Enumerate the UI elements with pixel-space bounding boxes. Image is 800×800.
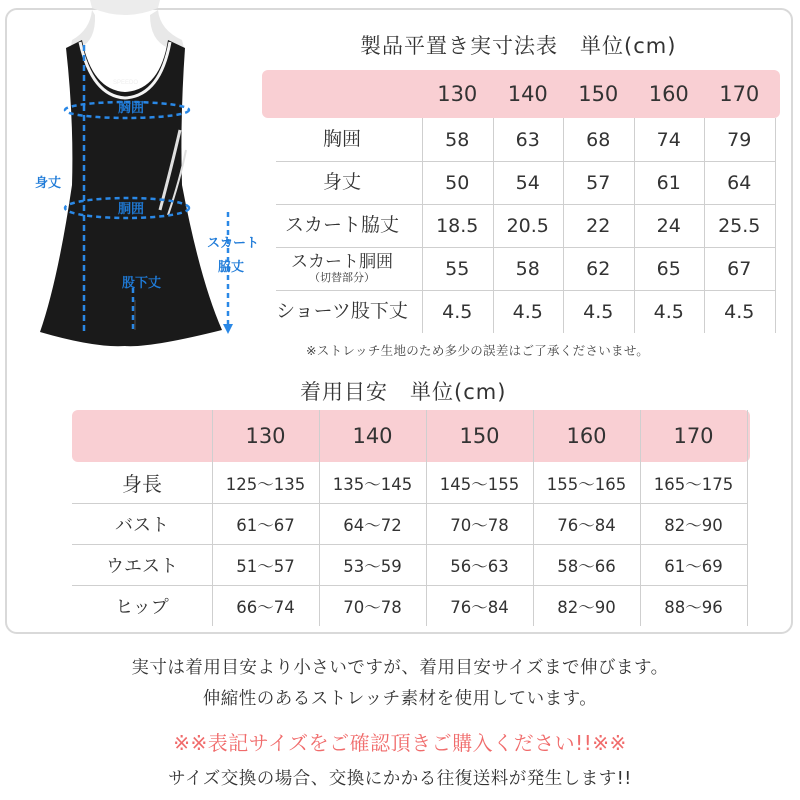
size-header-150: 150 — [578, 82, 619, 106]
fit-size-header-130: 130 — [245, 424, 286, 448]
row-label-main: 身丈 — [322, 171, 361, 194]
table-cell: 165〜175 — [653, 474, 734, 494]
product-table — [262, 70, 782, 335]
table-cell: 58 — [515, 257, 540, 280]
note-exchange-shipping: サイズ交換の場合、交換にかかる往復送料が発生します!! — [168, 769, 632, 789]
table-cell: 70〜78 — [343, 597, 402, 617]
row-label — [262, 161, 422, 204]
waist-label: 胴囲 — [118, 202, 145, 217]
size-header-130: 130 — [437, 82, 478, 106]
table-cell: 145〜155 — [439, 474, 520, 494]
table-cell: 63 — [515, 128, 540, 151]
table-cell: 51〜57 — [236, 556, 295, 576]
table-cell: 64 — [727, 171, 752, 194]
table-cell: 54 — [515, 171, 540, 194]
table-cell: 58〜66 — [557, 556, 616, 576]
size-header-140: 140 — [507, 82, 548, 106]
table-cell: 4.5 — [653, 300, 684, 323]
table-cell: 68 — [586, 128, 611, 151]
row-label — [262, 247, 422, 290]
product-table-title: 製品平置き実寸法表 単位(cm) — [360, 34, 677, 58]
table-cell: 18.5 — [436, 214, 479, 237]
row-label-main: ショーツ股下丈 — [276, 300, 408, 323]
inseam-label: 股下丈 — [122, 276, 162, 291]
table-cell: 74 — [656, 128, 681, 151]
table-cell: 76〜84 — [557, 515, 616, 535]
swimsuit-illustration — [0, 0, 270, 380]
table-cell: 55 — [445, 257, 470, 280]
fit-size-header-170: 170 — [673, 424, 714, 448]
fit-size-header-140: 140 — [352, 424, 393, 448]
table-cell: 67 — [727, 257, 752, 280]
fit-size-header-150: 150 — [459, 424, 500, 448]
table-cell: 61〜67 — [236, 515, 295, 535]
warning-check-size: ※※表記サイズをご確認頂きご購入ください!!※※ — [173, 731, 627, 755]
fit-table-title: 着用目安 単位(cm) — [300, 380, 507, 404]
table-cell: 4.5 — [724, 300, 755, 323]
size-header-170: 170 — [719, 82, 760, 106]
fit-row-label: 身長 — [122, 472, 162, 496]
row-label-main: スカート胴囲 — [291, 252, 393, 273]
note-actual-vs-fit: 実寸は着用目安より小さいですが、着用目安サイズまで伸びます。 — [131, 658, 669, 678]
table-cell: 70〜78 — [450, 515, 509, 535]
table-cell: 82〜90 — [664, 515, 723, 535]
table-cell: 79 — [727, 128, 752, 151]
table-cell: 24 — [656, 214, 681, 237]
row-label-main: 胸囲 — [322, 128, 361, 151]
row-label — [262, 118, 422, 161]
row-sublabel: （切替部分） — [309, 270, 375, 284]
table-cell: 22 — [586, 214, 611, 237]
fit-row-label: バスト — [115, 514, 169, 536]
table-cell: 155〜165 — [546, 474, 627, 494]
column-divider — [747, 410, 748, 626]
skirt-side-label-2: 脇丈 — [218, 260, 245, 275]
table-cell: 56〜63 — [450, 556, 509, 576]
table-cell: 61〜69 — [664, 556, 723, 576]
column-divider — [775, 118, 776, 333]
skirt-side-label-1: スカート — [207, 236, 260, 251]
table-cell: 76〜84 — [450, 597, 509, 617]
product-table-footnote: ※ストレッチ生地のため多少の誤差はご了承くださいませ。 — [306, 343, 650, 358]
table-cell: 64〜72 — [343, 515, 402, 535]
note-stretch-material: 伸縮性のあるストレッチ素材を使用しています。 — [202, 689, 598, 709]
body-length-label: 身丈 — [35, 176, 62, 191]
table-cell: 20.5 — [506, 214, 549, 237]
table-cell: 61 — [656, 171, 681, 194]
table-cell: 25.5 — [718, 214, 761, 237]
row-label-main: スカート脇丈 — [284, 214, 399, 237]
table-cell: 4.5 — [442, 300, 473, 323]
fit-table — [72, 410, 752, 630]
size-header-160: 160 — [648, 82, 689, 106]
fit-size-header-160: 160 — [566, 424, 607, 448]
table-cell: 88〜96 — [664, 597, 723, 617]
row-label — [262, 204, 422, 247]
table-cell: 82〜90 — [557, 597, 616, 617]
table-cell: 66〜74 — [236, 597, 295, 617]
table-cell: 62 — [586, 257, 611, 280]
table-cell: 57 — [586, 171, 611, 194]
table-cell: 125〜135 — [225, 474, 306, 494]
table-cell: 53〜59 — [343, 556, 402, 576]
table-cell: 4.5 — [583, 300, 614, 323]
table-cell: 50 — [445, 171, 470, 194]
table-cell: 135〜145 — [332, 474, 413, 494]
chest-label: 胸囲 — [118, 101, 145, 116]
table-cell: 65 — [656, 257, 681, 280]
brand-logo: SPEEDO — [113, 80, 139, 86]
fit-row-label: ウエスト — [106, 555, 178, 577]
table-cell: 4.5 — [512, 300, 543, 323]
table-cell: 58 — [445, 128, 470, 151]
row-label — [262, 290, 422, 333]
fit-row-label: ヒップ — [115, 596, 169, 618]
